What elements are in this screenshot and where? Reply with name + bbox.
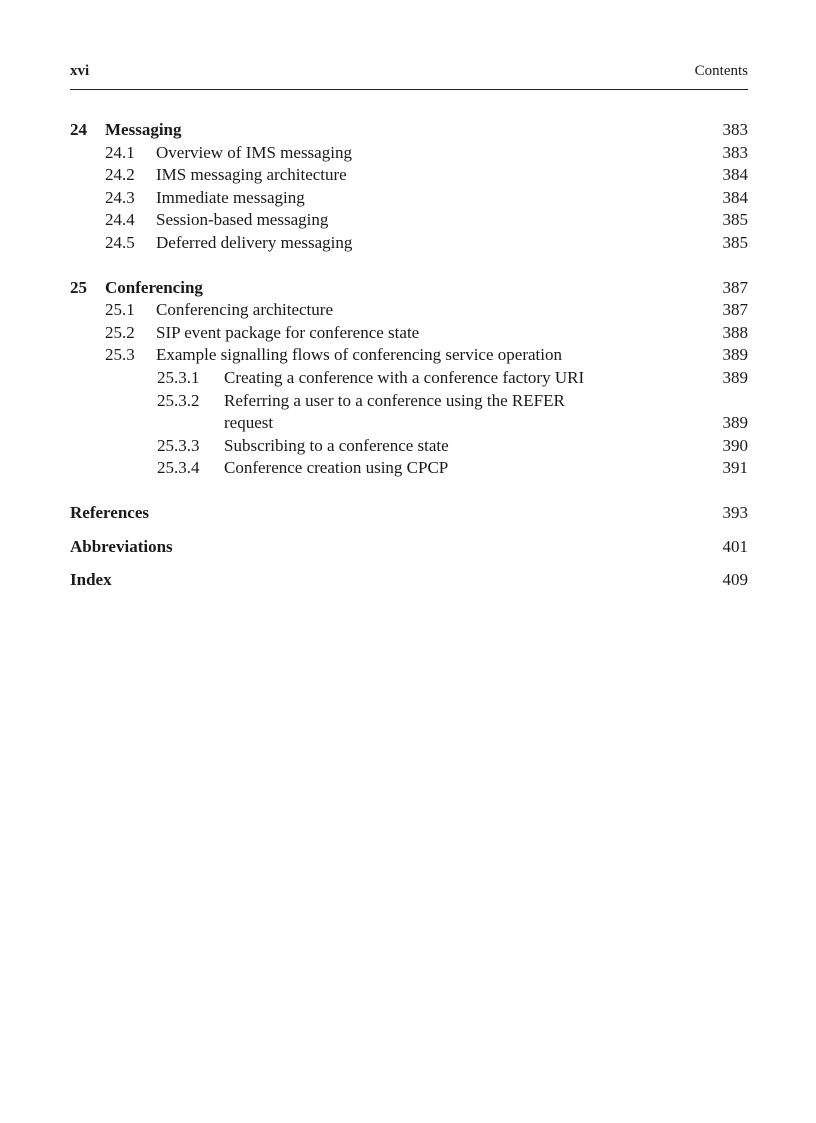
chapter-title: Conferencing bbox=[105, 277, 203, 297]
toc-section-24-1[interactable] bbox=[70, 142, 748, 165]
section-page: 383 bbox=[722, 142, 748, 162]
toc-chapter-25[interactable] bbox=[70, 277, 748, 300]
section-number: 25.1 bbox=[105, 300, 135, 320]
section-title: SIP event package for conference state bbox=[156, 322, 420, 342]
chapter-spacer bbox=[70, 480, 748, 502]
section-page: 385 bbox=[722, 210, 748, 230]
section-number: 24.3 bbox=[105, 187, 135, 207]
subsection-number: 25.3.3 bbox=[157, 435, 200, 455]
toc-abbreviations[interactable] bbox=[70, 536, 748, 559]
section-title: IMS messaging architecture bbox=[156, 165, 347, 185]
section-number: 25.2 bbox=[105, 322, 135, 342]
back-matter-page: 393 bbox=[722, 502, 748, 522]
subsection-title-continued: request bbox=[224, 413, 274, 433]
back-matter-page: 409 bbox=[722, 570, 748, 590]
section-title: Overview of IMS messaging bbox=[156, 142, 352, 162]
chapter-page: 383 bbox=[722, 120, 748, 139]
toc-section-24-2[interactable] bbox=[70, 164, 748, 187]
subsection-page: 389 bbox=[722, 413, 748, 433]
toc-subsection-25-3-1[interactable] bbox=[70, 367, 748, 390]
subsection-page: 390 bbox=[722, 435, 748, 455]
toc-chapter-24[interactable] bbox=[70, 119, 748, 142]
toc-section-24-3[interactable] bbox=[70, 187, 748, 210]
section-number: 24.2 bbox=[105, 165, 135, 185]
section-page: 388 bbox=[722, 322, 748, 342]
page-folio: xvi bbox=[70, 63, 90, 79]
section-number: 24.1 bbox=[105, 142, 135, 162]
section-page: 387 bbox=[722, 300, 748, 320]
toc-section-25-3[interactable] bbox=[70, 344, 748, 367]
running-head-section: Contents bbox=[694, 63, 748, 79]
subsection-number: 25.3.4 bbox=[157, 458, 200, 478]
chapter-number: 24 bbox=[70, 120, 87, 139]
subsection-number: 25.3.1 bbox=[157, 367, 200, 387]
section-title: Conferencing architecture bbox=[156, 300, 333, 320]
section-page: 389 bbox=[722, 345, 748, 365]
back-matter-spacer bbox=[70, 525, 748, 536]
back-matter-title: References bbox=[70, 502, 149, 522]
section-number: 25.3 bbox=[105, 345, 135, 365]
toc-section-25-2[interactable] bbox=[70, 322, 748, 345]
chapter-page: 387 bbox=[722, 277, 748, 297]
section-page: 384 bbox=[722, 165, 748, 185]
section-page: 385 bbox=[722, 232, 748, 252]
toc-subsection-25-3-3[interactable] bbox=[70, 435, 748, 458]
subsection-page: 391 bbox=[722, 458, 748, 478]
subsection-title: Referring a user to a conference using the REFER bbox=[224, 390, 565, 410]
toc-references[interactable] bbox=[70, 502, 748, 525]
toc-index[interactable] bbox=[70, 569, 748, 592]
toc-subsection-25-3-2-continued[interactable] bbox=[70, 412, 748, 435]
subsection-number: 25.3.2 bbox=[157, 390, 200, 410]
subsection-title: Creating a conference with a conference factory URI bbox=[224, 367, 585, 387]
section-title: Example signalling flows of conferencing service operation bbox=[156, 345, 562, 365]
section-title: Deferred delivery messaging bbox=[156, 232, 353, 252]
subsection-title: Conference creation using CPCP bbox=[224, 458, 449, 478]
section-page: 384 bbox=[722, 187, 748, 207]
running-head bbox=[70, 63, 748, 85]
chapter-spacer bbox=[70, 255, 748, 277]
subsection-title: Subscribing to a conference state bbox=[224, 435, 449, 455]
table-of-contents bbox=[70, 119, 748, 592]
back-matter-title: Index bbox=[70, 570, 112, 590]
back-matter-page: 401 bbox=[722, 536, 748, 556]
toc-subsection-25-3-4[interactable] bbox=[70, 457, 748, 480]
back-matter-title: Abbreviations bbox=[70, 536, 173, 556]
section-title: Session-based messaging bbox=[156, 210, 329, 230]
chapter-title: Messaging bbox=[105, 120, 182, 139]
back-matter-spacer bbox=[70, 558, 748, 569]
toc-page bbox=[70, 0, 748, 1123]
section-number: 24.4 bbox=[105, 210, 135, 230]
chapter-number: 25 bbox=[70, 277, 87, 297]
toc-section-24-5[interactable] bbox=[70, 232, 748, 255]
toc-subsection-25-3-2[interactable] bbox=[70, 390, 748, 413]
section-number: 24.5 bbox=[105, 232, 135, 252]
header-rule bbox=[70, 89, 748, 90]
toc-section-25-1[interactable] bbox=[70, 299, 748, 322]
section-title: Immediate messaging bbox=[156, 187, 305, 207]
toc-section-24-4[interactable] bbox=[70, 209, 748, 232]
subsection-page: 389 bbox=[722, 367, 748, 387]
